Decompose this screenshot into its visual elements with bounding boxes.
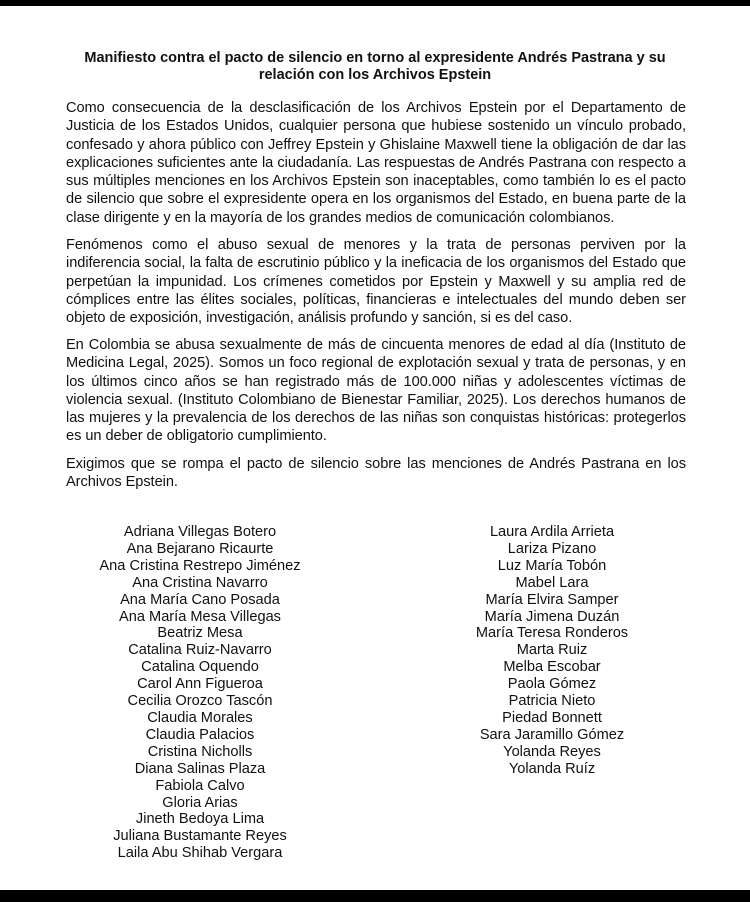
signers-list-left xyxy=(70,524,330,862)
signer-name: María Teresa Ronderos xyxy=(475,625,629,642)
signer-name: Fabiola Calvo xyxy=(155,777,245,794)
signer-name: Ana María Mesa Villegas xyxy=(119,608,281,625)
signer-name: Laura Ardila Arrieta xyxy=(489,524,615,540)
signer-name: Catalina Ruiz-Navarro xyxy=(128,642,272,659)
paragraph-4: Exigimos que se rompa el pacto de silencio sobre las menciones de Andrés Pastrana en los Archivos Epstein. xyxy=(66,456,686,491)
paragraph-1: Como consecuencia de la desclasificación de los Archivos Epstein por el Departamento de Justicia de los Estados Unidos, cualquier persona que hubiese sostenido un vínculo probado, confesado y ahora público con Jeffrey Epstein y Ghislaine Maxwell tiene la obligación de dar las explicaciones suficientes ante la ciudadanía. Las respuestas de Andrés Pastrana con respecto a sus múltiples menciones en los Archivos Epstein son inaceptables, como también lo es el pacto de silencio que sobre el expresidente opera en los organismos del Estado, en buena parte de la clase dirigente y en la mayoría de los grandes medios de comunicación colombianos. xyxy=(66,100,686,226)
signer-name: Claudia Palacios xyxy=(145,726,255,743)
document-title: Manifiesto contra el pacto de silencio en torno al expresidente Andrés Pastrana y su relación con los Archivos Epstein xyxy=(84,50,666,83)
signer-name: Piedad Bonnett xyxy=(502,709,602,726)
signer-name: Ana María Cano Posada xyxy=(120,591,280,608)
signer-name: María Jimena Duzán xyxy=(484,608,620,625)
signer-name: Ana Bejarano Ricaurte xyxy=(126,540,274,557)
signer-name: Claudia Morales xyxy=(147,709,253,726)
signer-name: Yolanda Ruíz xyxy=(508,760,596,777)
signer-name: Cristina Nicholls xyxy=(147,743,253,760)
signer-name: Gloria Arias xyxy=(162,794,238,811)
signer-name: Cecilia Orozco Tascón xyxy=(127,693,273,710)
signer-name: Catalina Oquendo xyxy=(141,659,259,676)
signer-name: Paola Gómez xyxy=(507,676,597,693)
signer-name: Sara Jaramillo Gómez xyxy=(479,726,625,743)
signer-name: Ana Cristina Restrepo Jiménez xyxy=(99,557,301,574)
signer-name: Laila Abu Shihab Vergara xyxy=(117,845,283,862)
signer-name: Mabel Lara xyxy=(515,574,589,591)
signer-name: Jineth Bedoya Lima xyxy=(135,811,265,828)
signer-name: Luz María Tobón xyxy=(497,557,607,574)
signer-name: Carol Ann Figueroa xyxy=(137,676,263,693)
paragraph-3: En Colombia se abusa sexualmente de más de cincuenta menores de edad al día (Instituto de Medicina Legal, 2025). Somos un foco regional de explotación sexual y trata de personas, y en los últimos cinco años se han registrado más de 100.000 niñas y adolescentes víctimas de violencia sexual. (Instituto Colombiano de Bienestar Familiar, 2025). Los derechos humanos de las mujeres y la prevalencia de los derechos de las niñas son conquistas históricas: protegerlos es un deber de obligatorio cumplimiento. xyxy=(66,337,686,445)
signer-name: Juliana Bustamante Reyes xyxy=(113,828,287,845)
signer-name: Adriana Villegas Botero xyxy=(123,524,277,540)
paragraph-2: Fenómenos como el abuso sexual de menores y la trata de personas perviven por la indiferencia social, la falta de escrutinio público y la ineficacia de los organismos del Estado que perpetúan la impunidad. Los crímenes cometidos por Epstein y Maxwell y su amplia red de cómplices entre las élites sociales, políticas, financieras e intelectuales del mundo deben ser objeto de exposición, investigación, análisis profundo y sanción, si es del caso. xyxy=(66,237,686,327)
signer-name: Patricia Nieto xyxy=(508,693,596,710)
signer-name: María Elvira Samper xyxy=(485,591,619,608)
signer-name: Yolanda Reyes xyxy=(503,743,601,760)
signer-name: Diana Salinas Plaza xyxy=(134,760,266,777)
document-page xyxy=(0,6,750,890)
signer-name: Melba Escobar xyxy=(503,659,601,676)
signer-name: Beatriz Mesa xyxy=(157,625,243,642)
signer-name: Marta Ruiz xyxy=(516,642,588,659)
signer-name: Lariza Pizano xyxy=(507,540,597,557)
signer-name: Ana Cristina Navarro xyxy=(132,574,268,591)
signers-list-right xyxy=(420,524,684,778)
